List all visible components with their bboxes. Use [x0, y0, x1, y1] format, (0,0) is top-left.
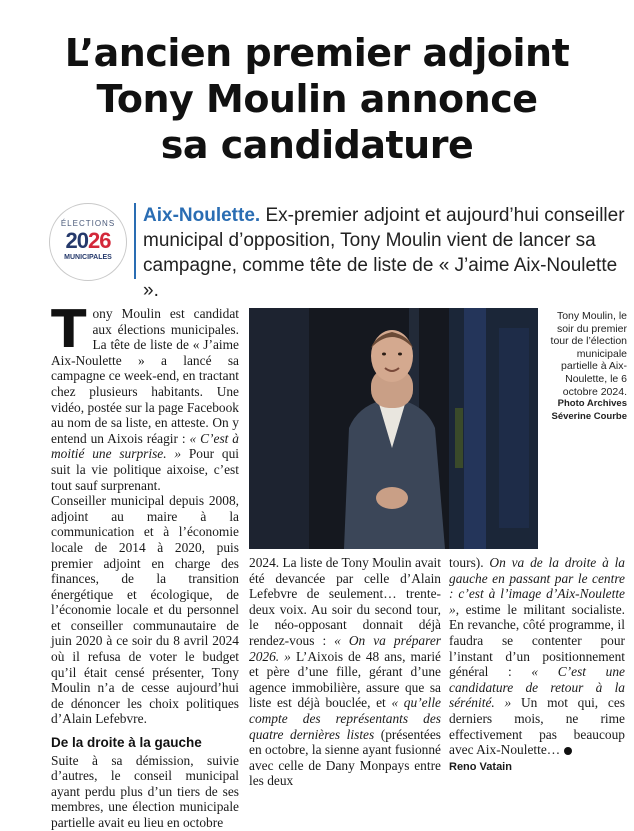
mid-text-b: L’Aixois de 48 ans, marié et père d’une fille, gérant d’une agence immobilière, assure que sa liste est déjà bouclée, et [249, 648, 442, 711]
right-quote-2: « C’est une candidature de retour à la sérénité. » [449, 664, 625, 711]
byline: Reno Vatain [449, 760, 512, 773]
headline-line-1: L’ancien premier adjoint [64, 31, 570, 75]
mid-text-c: (présentées en octobre, la sienne ayant fusionné avec celle de Dany Monpays entre les deux [249, 726, 441, 789]
lead-paragraph [143, 203, 628, 303]
article-column-right [449, 555, 625, 775]
mid-paragraph [249, 555, 441, 789]
photo-illustration [249, 308, 538, 549]
p1-text-b: Pour qui suit la vie politique aixoise, c’est tout sauf surprenant. [51, 446, 239, 493]
right-text-b: , estime le militant socialiste. En revanche, côté programme, il faudra se contenter pour l’instant d’un positionnement général : [449, 601, 625, 680]
badge-year [50, 228, 126, 254]
right-text-c: Un mot qui, ces derniers mois, ne rime effectivement pas beaucoup avec Aix-Noulette… [449, 695, 625, 758]
article-photo [249, 308, 538, 549]
right-quote: On va de la droite à la gauche en passant par le centre : c’est à l’image d’Aix-Noulette » [449, 555, 626, 617]
article-subhead: De la droite à la gauche [51, 735, 202, 751]
headline [0, 30, 634, 168]
elections-2026-badge [49, 203, 127, 281]
photo-caption [544, 310, 627, 423]
end-mark-icon [564, 747, 572, 755]
headline-line-3: sa candidature [160, 123, 474, 167]
caption-text: Tony Moulin, le soir du premier tour de l’élection municipale partielle à Aix-Noulette, le 6 octobre 2024. [550, 310, 627, 398]
badge-year-a: 20 [65, 228, 88, 253]
lead-town: Aix-Noulette. [143, 205, 261, 226]
mid-text-a: 2024. La liste de Tony Moulin avait été devancée par celle d’Alain Lefebvre de seulement… trente-deux voix. Au soir du second tour, le néo-opposant donnait déjà rendez-vous : [249, 555, 441, 648]
lead-divider [134, 203, 136, 279]
article-column-left [51, 300, 239, 831]
p1-quote: « C’est à moitié une surprise. » [51, 430, 239, 462]
badge-bottom-label: MUNICIPALES [64, 254, 112, 261]
right-text-a: tours). [449, 555, 490, 570]
right-paragraph [449, 555, 625, 758]
headline-line-2: Tony Moulin annonce [96, 77, 538, 121]
lead-text: Ex-premier adjoint et aujourd’hui conseiller municipal d’opposition, Tony Moulin vient de lancer sa campagne, comme tête de liste de « J’aime Aix-Noulette ». [143, 205, 625, 301]
caption-credit-2: Séverine Courbe [551, 410, 627, 422]
drop-cap: T [51, 300, 87, 360]
article-paragraph-1 [51, 300, 239, 493]
badge-top-label: ÉLECTIONS [60, 219, 116, 228]
article-paragraph-3: Suite à sa démission, suivie d’autres, le conseil municipal ayant perdu plus d’un tiers de ses membres, une élection municipale partielle avait eu lieu en octobre [51, 752, 239, 830]
article-paragraph-2: Conseiller municipal depuis 2008, adjoint au maire à la communication et à l’économie locale de 2014 à 2020, puis premier adjoint en charge des finances, de la transition énergétique et écologique, de l’économie locale et du personnel et conseiller communautaire de juin 2020 à ce soir du 8 avril 2024 où il refusa de voter le budget qu’il était censé présenter, Tony Moulin n’a de cesse aujourd’hui de dénoncer les choix politiques d’Alain Lefebvre. [51, 493, 239, 727]
badge-year-b: 26 [88, 228, 111, 253]
caption-credit-1: Photo Archives [557, 398, 627, 410]
article-column-middle [249, 555, 441, 789]
p1-text-a: ony Moulin est candidat aux élections municipales. La tête de liste de « J’aime Aix-Noulette » a lancé sa campagne ce week-end, en tractant chez plusieurs habitants. Une vidéo, postée sur la page Facebook au nom de sa liste, en atteste. On y entend un Aixois réagir : [51, 306, 239, 446]
mid-quote-2: « qu’elle compte des représentants des quatre dernières listes [249, 695, 441, 742]
mid-quote: « On va préparer 2026. » [249, 632, 441, 664]
